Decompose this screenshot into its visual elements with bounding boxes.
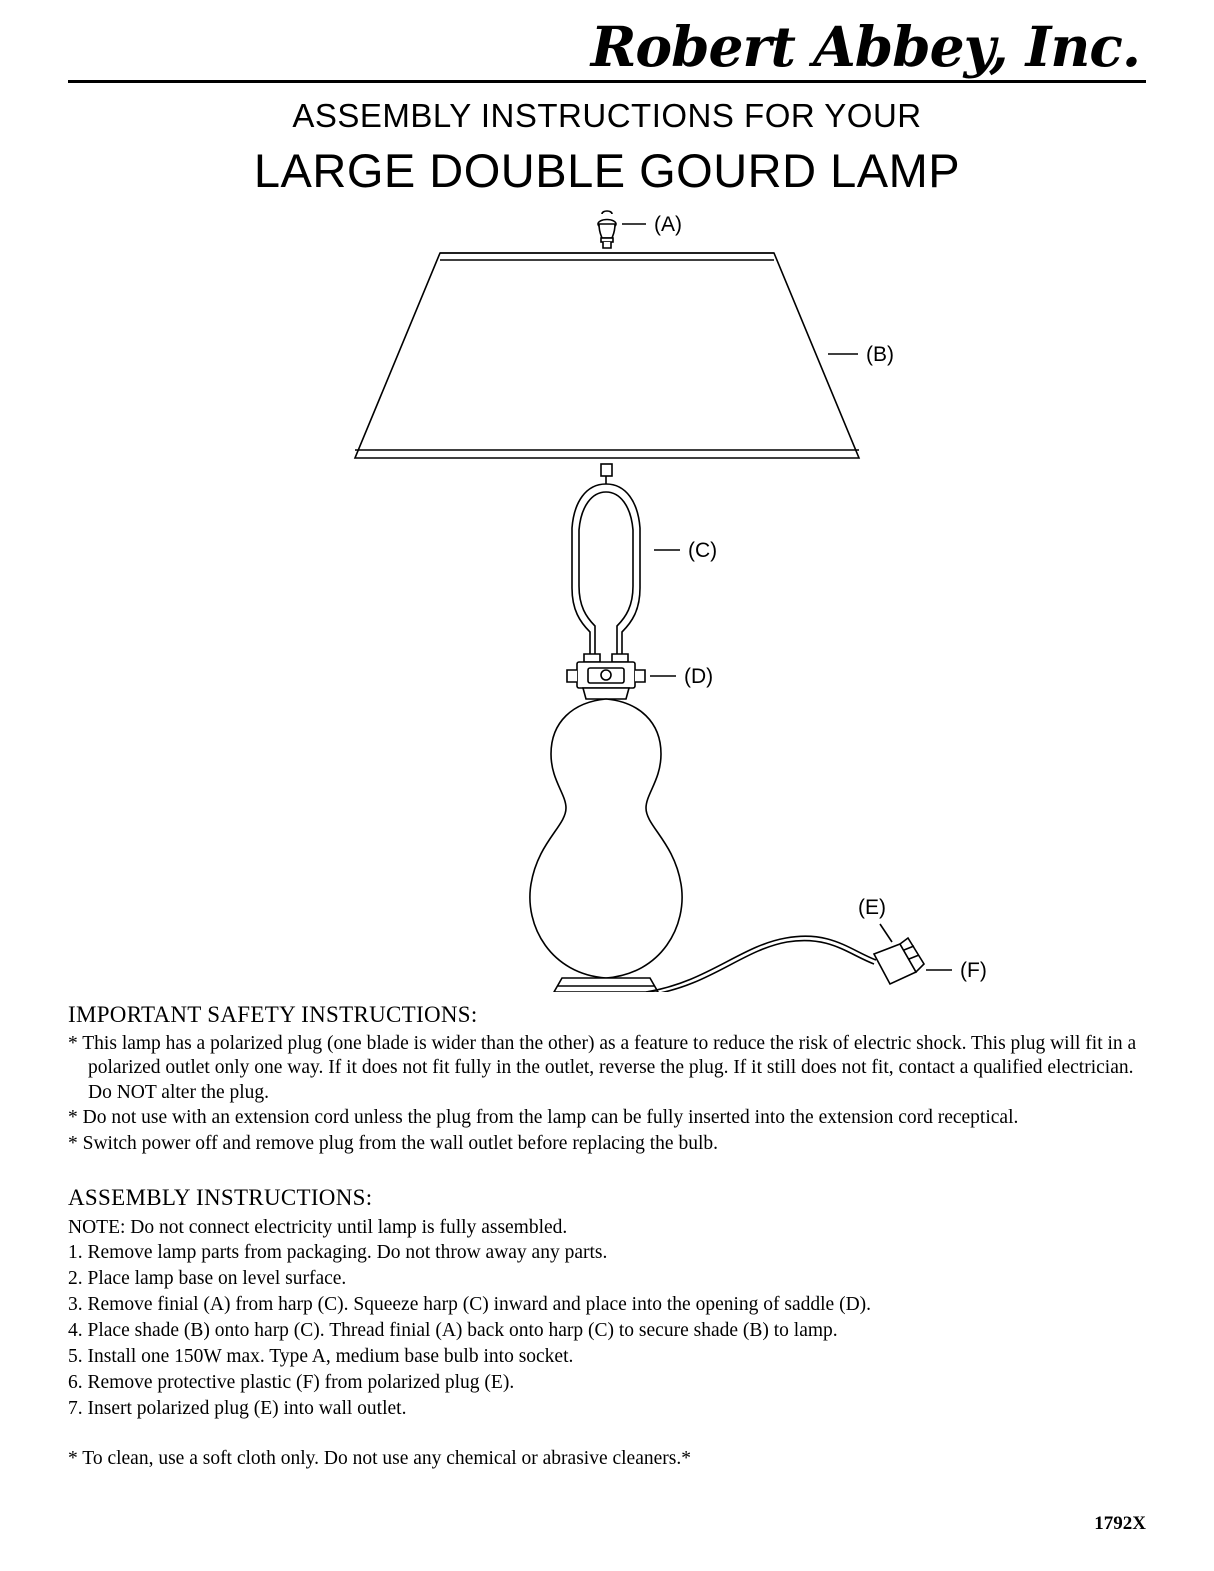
lamp-shade-part [355, 253, 859, 458]
lamp-base-part [554, 978, 658, 992]
assembly-step: 5. Install one 150W max. Type A, medium base bulb into socket. [68, 1346, 574, 1368]
assembly-note: NOTE: Do not connect electricity until lamp is fully assembled. [68, 1216, 568, 1238]
polarized-plug-part [874, 938, 924, 984]
part-number: 1792X [1094, 1513, 1146, 1534]
power-cord-part [646, 936, 876, 992]
assembly-step: 7. Insert polarized plug (E) into wall outlet. [68, 1398, 407, 1420]
company-logo-wordmark: Robert Abbey, Inc. [590, 14, 1140, 79]
cleaning-footnote: * To clean, use a soft cloth only. Do not use any chemical or abrasive cleaners.* [68, 1447, 691, 1469]
socket-saddle-part [567, 662, 645, 699]
page-title: LARGE DOUBLE GOURD LAMP [253, 143, 961, 197]
safety-instructions-list [68, 1032, 1146, 1157]
document-subtitle: ASSEMBLY INSTRUCTIONS FOR YOUR [292, 96, 922, 134]
lamp-assembly-diagram [68, 202, 1146, 992]
callout-label-a: (A) [654, 212, 682, 236]
assembly-step: 1. Remove lamp parts from packaging. Do not throw away any parts. [68, 1242, 608, 1264]
assembly-step: 4. Place shade (B) onto harp (C). Thread finial (A) back onto harp (C) to secure shade (B) to lamp. [68, 1320, 838, 1342]
safety-item: * Switch power off and remove plug from the wall outlet before replacing the bulb. [68, 1133, 718, 1154]
safety-item: * Do not use with an extension cord unless the plug from the lamp can be fully inserted into the extension cord receptical. [68, 1107, 1019, 1129]
assembly-steps-list [68, 1240, 1146, 1421]
harp-part [572, 464, 640, 662]
callout-label-b: (B) [866, 342, 894, 366]
callout-label-c: (C) [688, 538, 718, 562]
callout-label-f: (F) [960, 958, 987, 982]
callout-leader-e [880, 924, 892, 942]
assembly-step: 2. Place lamp base on level surface. [68, 1268, 347, 1290]
finial-part [598, 211, 616, 248]
assembly-step: 3. Remove finial (A) from harp (C). Squeeze harp (C) inward and place into the opening of saddle (D). [68, 1294, 872, 1316]
lamp-body-part [530, 699, 682, 978]
callout-label-e: (E) [858, 895, 886, 919]
safety-item: * This lamp has a polarized plug (one blade is wider than the other) as a feature to reduce the risk of electric shock. This plug will fit in a polarized outlet only one way. If it does not fit fully in the outlet, reverse the plug. If it still does not fit, contact a qualified electrician. Do NOT alter the plug. [68, 1032, 1137, 1103]
assembly-step: 6. Remove protective plastic (F) from polarized plug (E). [68, 1372, 515, 1394]
safety-section-heading: IMPORTANT SAFETY INSTRUCTIONS: [68, 1001, 478, 1027]
header-divider [68, 80, 1146, 83]
assembly-section-heading: ASSEMBLY INSTRUCTIONS: [68, 1184, 373, 1210]
callout-label-d: (D) [684, 664, 714, 688]
